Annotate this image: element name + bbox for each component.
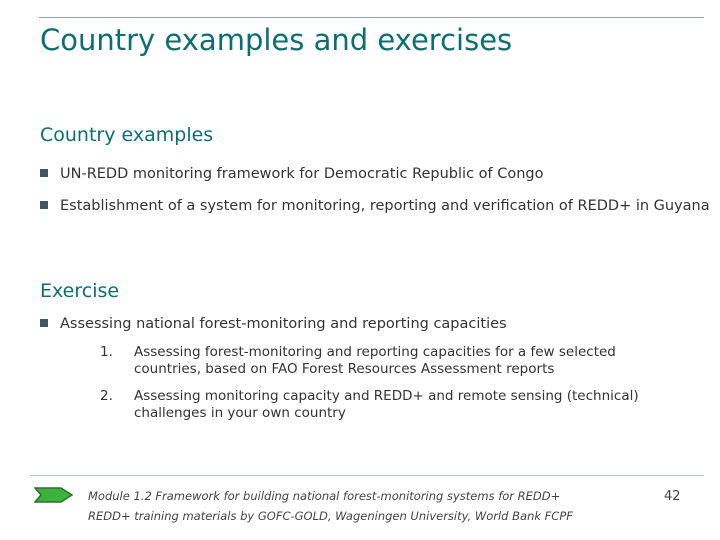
section-heading-exercise: Exercise: [40, 280, 120, 302]
numbered-item: [100, 388, 670, 422]
bullet-square-icon: [40, 169, 48, 177]
bullet-item: [40, 165, 710, 184]
green-arrow-icon: [34, 485, 74, 505]
bullet-text: UN-REDD monitoring framework for Democratic Republic of Congo: [60, 166, 544, 182]
section-heading-country-examples: Country examples: [40, 124, 214, 146]
item-number: 2.: [100, 388, 113, 404]
footer-credits-line: REDD+ training materials by GOFC-GOLD, Wageningen University, World Bank FCPF: [88, 509, 573, 523]
footer-module-line: Module 1.2 Framework for building national forest-monitoring systems for REDD+: [88, 489, 561, 503]
page-number: 42: [664, 489, 681, 504]
top-rule: [39, 17, 704, 18]
item-text: Assessing monitoring capacity and REDD+ and remote sensing (technical) challenges in your own country: [134, 388, 639, 421]
footer-text: [88, 486, 573, 526]
item-text: Assessing forest-monitoring and reporting capacities for a few selected countries, based on FAO Forest Resources Assessment reports: [134, 344, 616, 377]
item-number: 1.: [100, 344, 113, 360]
bullet-text: Establishment of a system for monitoring, reporting and verification of REDD+ in Guyana: [60, 198, 710, 214]
numbered-item: [100, 344, 670, 378]
bullet-text: Assessing national forest-monitoring and reporting capacities: [60, 316, 507, 332]
bullet-square-icon: [40, 201, 48, 209]
footer-rule: [30, 475, 704, 476]
bullet-square-icon: [40, 319, 48, 327]
bullet-item: [40, 197, 710, 216]
bullet-item: [40, 315, 710, 334]
slide-title: Country examples and exercises: [40, 23, 513, 57]
